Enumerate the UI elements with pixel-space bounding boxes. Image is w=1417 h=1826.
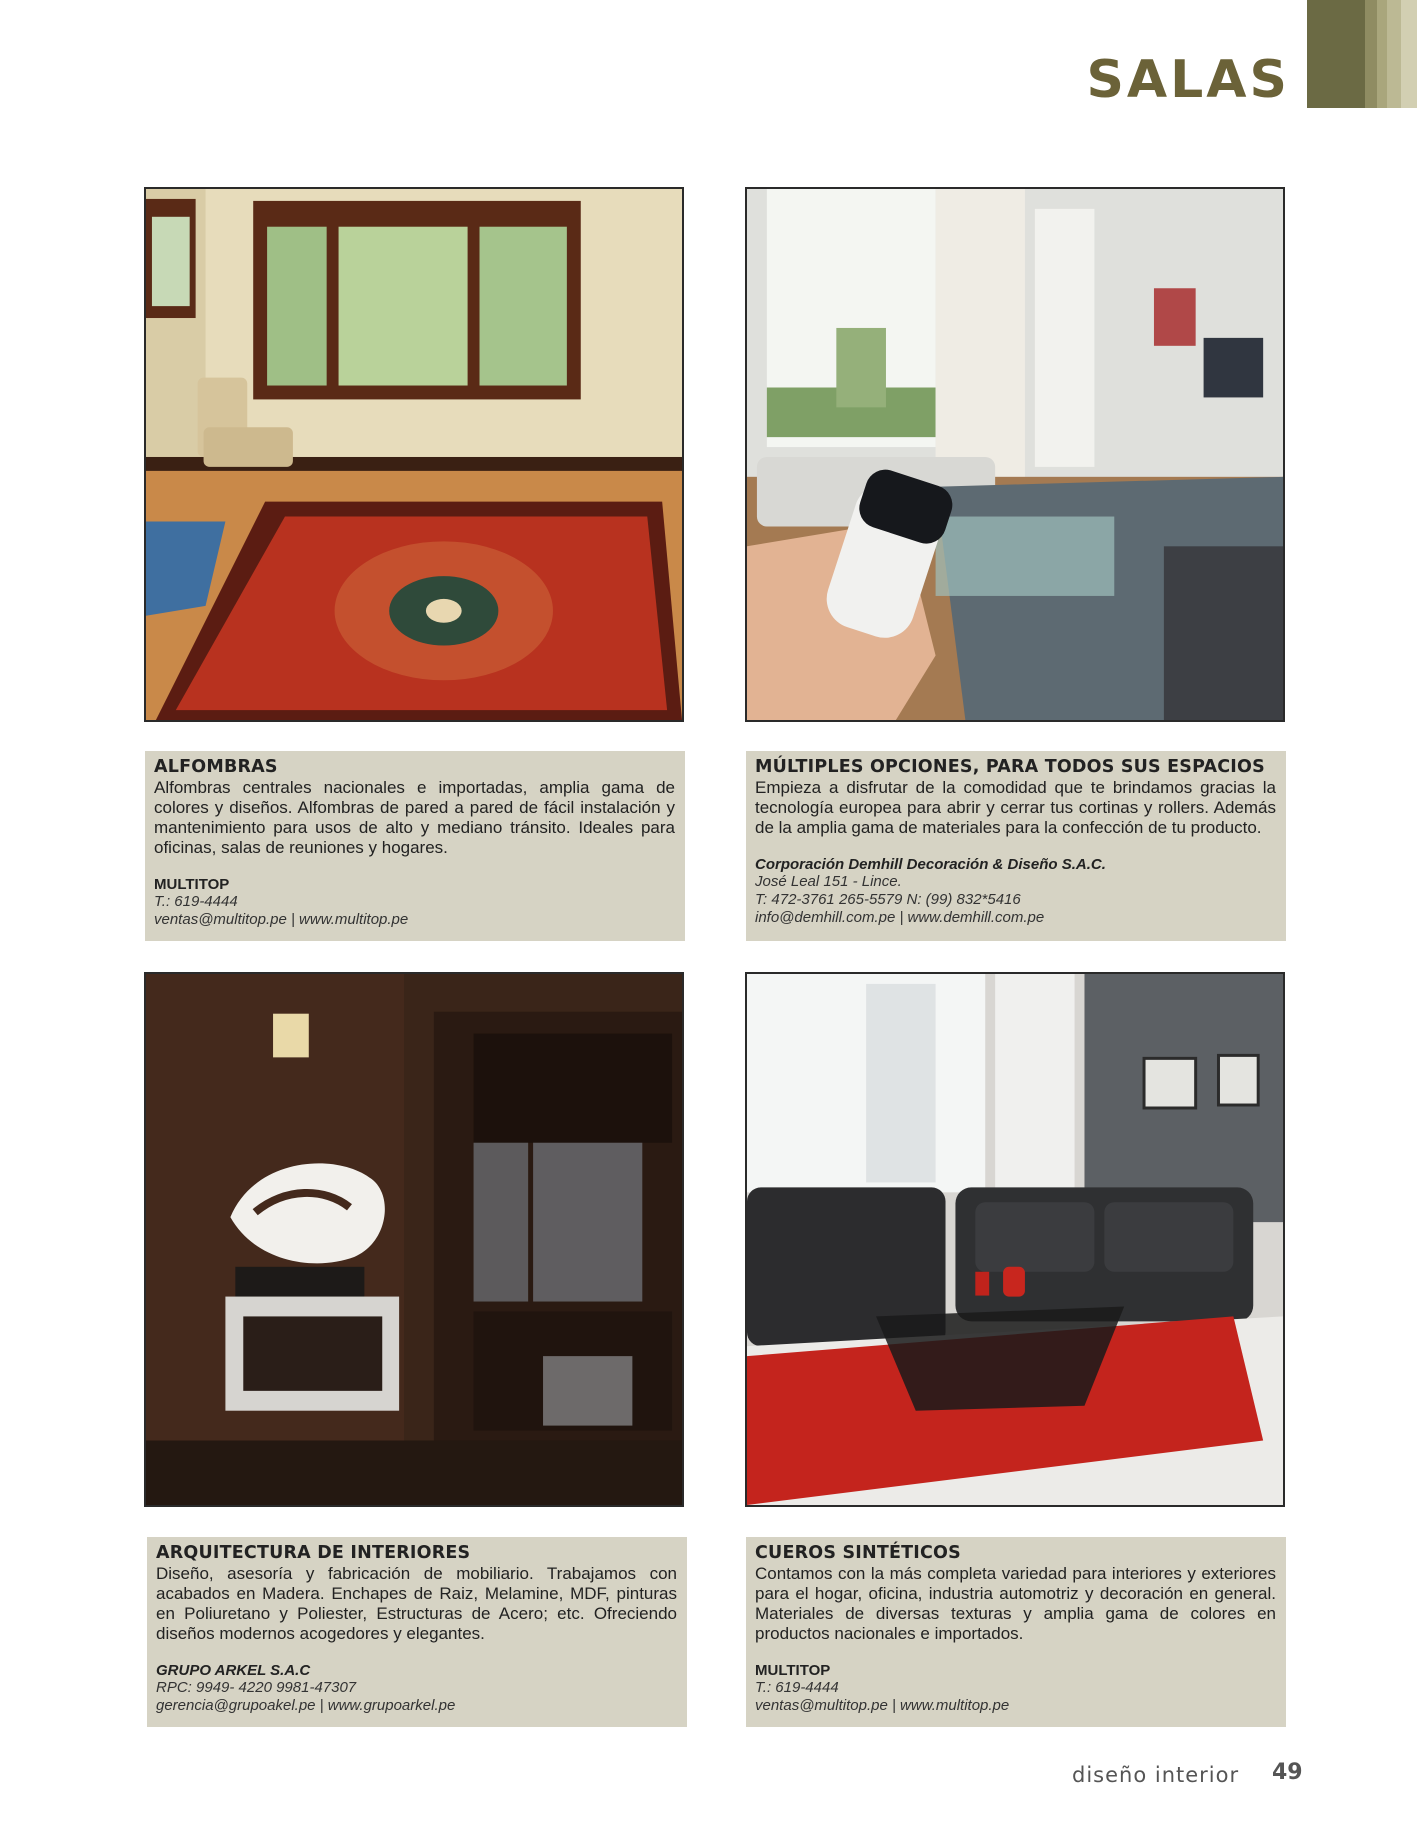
card-caption: [145, 751, 685, 941]
card-phone: T.: 619-4444: [154, 893, 238, 910]
magazine-brand: diseño interior: [1072, 1763, 1240, 1787]
card-caption: [147, 1537, 687, 1727]
header-stripe-3: [1377, 0, 1387, 108]
rug-living-room-photo: [144, 187, 684, 722]
card-caption: [746, 1537, 1286, 1727]
header-stripe-4: [1387, 0, 1401, 108]
card-web: info@demhill.com.pe | www.demhill.com.pe: [755, 909, 1045, 926]
section-title: SALAS: [1086, 50, 1290, 110]
card-body: Empieza a disfrutar de la comodidad que te brindamos gracias la tecnología europea para abrir y cerrar tus cortinas y rollers. Además de la amplia gama de materiales para la confección de tu producto.: [755, 778, 1276, 837]
card-web: ventas@multitop.pe | www.multitop.pe: [154, 911, 409, 928]
header-stripe-5: [1401, 0, 1417, 108]
card-company: MULTITOP: [755, 1662, 831, 1679]
card-company: GRUPO ARKEL S.A.C: [156, 1662, 311, 1679]
card-company: Corporación Demhill Decoración & Diseño S.A.C.: [755, 856, 1106, 873]
card-web: gerencia@grupoakel.pe | www.grupoarkel.pe: [156, 1697, 456, 1714]
page-number: 49: [1272, 1760, 1303, 1785]
wood-interior-photo: [144, 972, 684, 1507]
card-body: Alfombras centrales nacionales e importadas, amplia gama de colores y diseños. Alfombras de pared a pared de fácil instalación y mantenimiento para usos de alto y mediano tránsito. Ideales para oficinas, salas de reuniones y hogares.: [154, 778, 675, 857]
card-phone: RPC: 9949- 4220 9981-47307: [156, 1679, 357, 1696]
card-web: ventas@multitop.pe | www.multitop.pe: [755, 1697, 1010, 1714]
card-title: ARQUITECTURA DE INTERIORES: [156, 1543, 471, 1563]
header-stripe-2: [1365, 0, 1377, 108]
curtain-remote-photo: [745, 187, 1285, 722]
card-title: ALFOMBRAS: [154, 757, 278, 777]
header-stripe-1: [1307, 0, 1365, 108]
leather-sofa-photo: [745, 972, 1285, 1507]
card-address: José Leal 151 - Lince.: [755, 873, 902, 890]
card-phone: T.: 619-4444: [755, 1679, 839, 1696]
card-phone: T: 472-3761 265-5579 N: (99) 832*5416: [755, 891, 1021, 908]
card-body: Contamos con la más completa variedad para interiores y exteriores para el hogar, oficina, industria automotriz y decoración en general. Materiales de diversas texturas y amplia gama de colores en productos nacionales e importados.: [755, 1564, 1276, 1643]
card-caption: [746, 751, 1286, 941]
card-company: MULTITOP: [154, 876, 230, 893]
card-title: MÚLTIPLES OPCIONES, PARA TODOS SUS ESPACIOS: [755, 757, 1265, 777]
card-body: Diseño, asesoría y fabricación de mobiliario. Trabajamos con acabados en Madera. Enchapes de Raiz, Melamine, MDF, pinturas en Poliuretano y Poliester, Estructuras de Acero; etc. Ofreciendo diseños modernos acogedores y elegantes.: [156, 1564, 677, 1643]
card-title: CUEROS SINTÉTICOS: [755, 1543, 961, 1563]
